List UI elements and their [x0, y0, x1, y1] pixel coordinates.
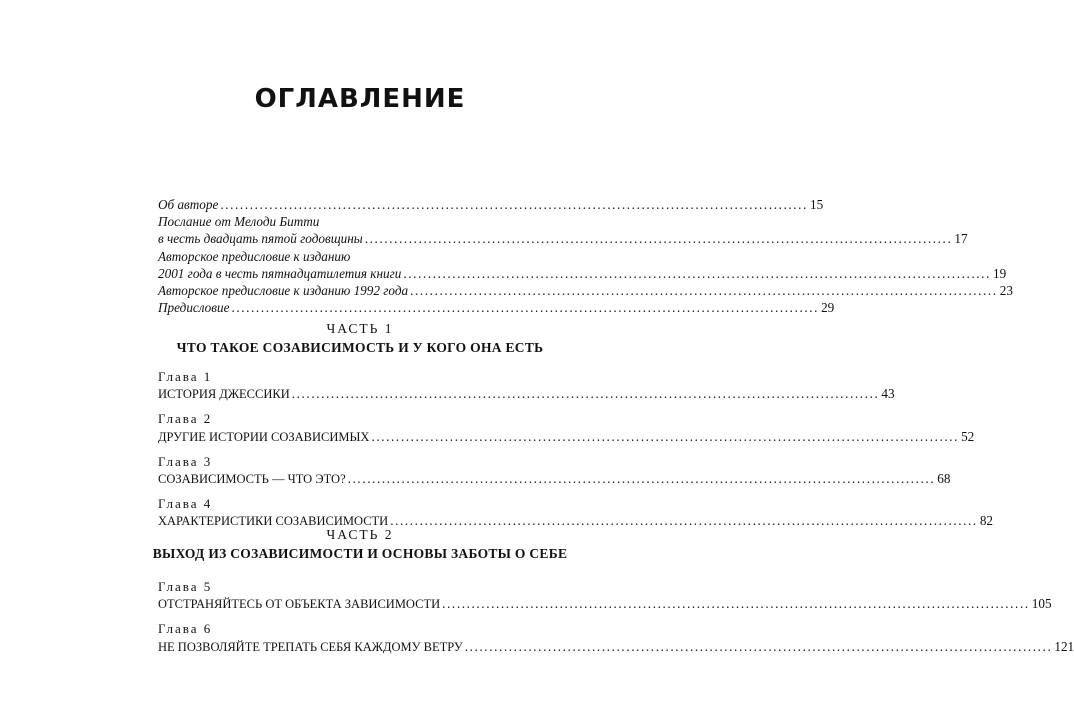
chapter-label: Глава 2 [158, 411, 213, 427]
chapter-label: Глава 6 [158, 621, 213, 637]
chapter-entry[interactable] [158, 620, 1074, 654]
chapter-label: Глава 1 [158, 369, 213, 384]
chapter-page: 52 [961, 428, 975, 444]
toc-entry-title: Об авторе [158, 197, 219, 212]
toc-entry-line[interactable] [158, 213, 552, 230]
toc-entry-title: Послание от Мелоди Битти [158, 214, 320, 230]
dot-leader: ........................................................................................................................ [442, 596, 1030, 612]
dot-leader: ........................................................................................................................ [291, 386, 880, 402]
part-2-label: ЧАСТЬ 2 [326, 527, 394, 542]
chapter-page: 121 [1054, 638, 1074, 654]
chapter-entry[interactable] [158, 410, 975, 444]
front-matter-list [158, 196, 1013, 316]
chapter-entry[interactable] [158, 578, 1052, 612]
dot-leader: ........................................................................................................................ [464, 638, 1053, 654]
toc-entry-page: 19 [992, 265, 1007, 281]
chapter-entry[interactable] [158, 495, 994, 529]
toc-entry[interactable] [158, 196, 824, 213]
toc-entry-page: 23 [999, 282, 1013, 298]
part-2-chapters [158, 578, 1074, 663]
dot-leader: ........................................................................................................................ [371, 428, 960, 444]
chapter-title: СОЗАВИСИМОСТЬ — ЧТО ЭТО? [158, 471, 346, 486]
chapter-label: Глава 5 [158, 579, 213, 594]
chapter-title: ДРУГИЕ ИСТОРИИ СОЗАВИСИМЫХ [158, 429, 370, 444]
chapter-title: ХАРАКТЕРИСТИКИ СОЗАВИСИМОСТИ [158, 514, 389, 529]
part-1-label: ЧАСТЬ 1 [326, 321, 394, 336]
toc-entry-title: Авторское предисловие к изданию 1992 года [158, 282, 409, 298]
part-1-chapters [158, 368, 994, 538]
chapter-label: Глава 4 [158, 496, 213, 512]
toc-entry-page: 15 [809, 197, 824, 212]
dot-leader: ........................................................................................................................ [220, 197, 808, 212]
chapter-label: Глава 3 [158, 453, 213, 469]
chapter-title: НЕ ПОЗВОЛЯЙТЕ ТРЕПАТЬ СЕБЯ КАЖДОМУ ВЕТРУ [158, 639, 463, 654]
chapter-title: ОТСТРАНЯЙТЕСЬ ОТ ОБЪЕКТА ЗАВИСИМОСТИ [158, 597, 441, 612]
toc-entry-title: 2001 года в честь пятнадцатилетия книги [158, 265, 402, 281]
toc-entry-page: 29 [821, 300, 835, 316]
chapter-page: 105 [1031, 596, 1052, 612]
toc-entry-title: Предисловие [158, 300, 230, 316]
chapter-entry[interactable] [158, 368, 895, 402]
part-2-title: ВЫХОД ИЗ СОЗАВИСИМОСТИ И ОСНОВЫ ЗАБОТЫ О СЕБЕ [152, 546, 568, 561]
chapter-page: 43 [881, 386, 895, 402]
dot-leader: ........................................................................................................................ [364, 231, 953, 247]
chapter-page: 68 [937, 470, 951, 486]
toc-entry[interactable] [158, 265, 1007, 282]
dot-leader: ........................................................................................................................ [403, 265, 991, 281]
page-title: ОГЛАВЛЕНИЕ [254, 84, 466, 114]
toc-entry[interactable] [158, 282, 1013, 299]
dot-leader: ........................................................................................................................ [231, 300, 820, 316]
toc-entry-title: Авторское предисловие к изданию [158, 248, 351, 264]
toc-entry[interactable] [158, 299, 835, 316]
dot-leader: ........................................................................................................................ [410, 282, 998, 298]
toc-entry-line[interactable] [158, 248, 552, 265]
toc-entry[interactable] [158, 230, 968, 247]
chapter-entry[interactable] [158, 453, 951, 487]
chapter-page: 82 [979, 513, 994, 529]
toc-entry-title: в честь двадцать пятой годовщины [158, 231, 363, 247]
toc-entry-page: 17 [954, 231, 968, 247]
chapter-title: ИСТОРИЯ ДЖЕССИКИ [158, 387, 290, 402]
dot-leader: ........................................................................................................................ [347, 470, 936, 486]
part-1-title: ЧТО ТАКОЕ СОЗАВИСИМОСТЬ И У КОГО ОНА ЕСТЬ [176, 340, 544, 355]
dot-leader: ........................................................................................................................ [390, 513, 978, 529]
